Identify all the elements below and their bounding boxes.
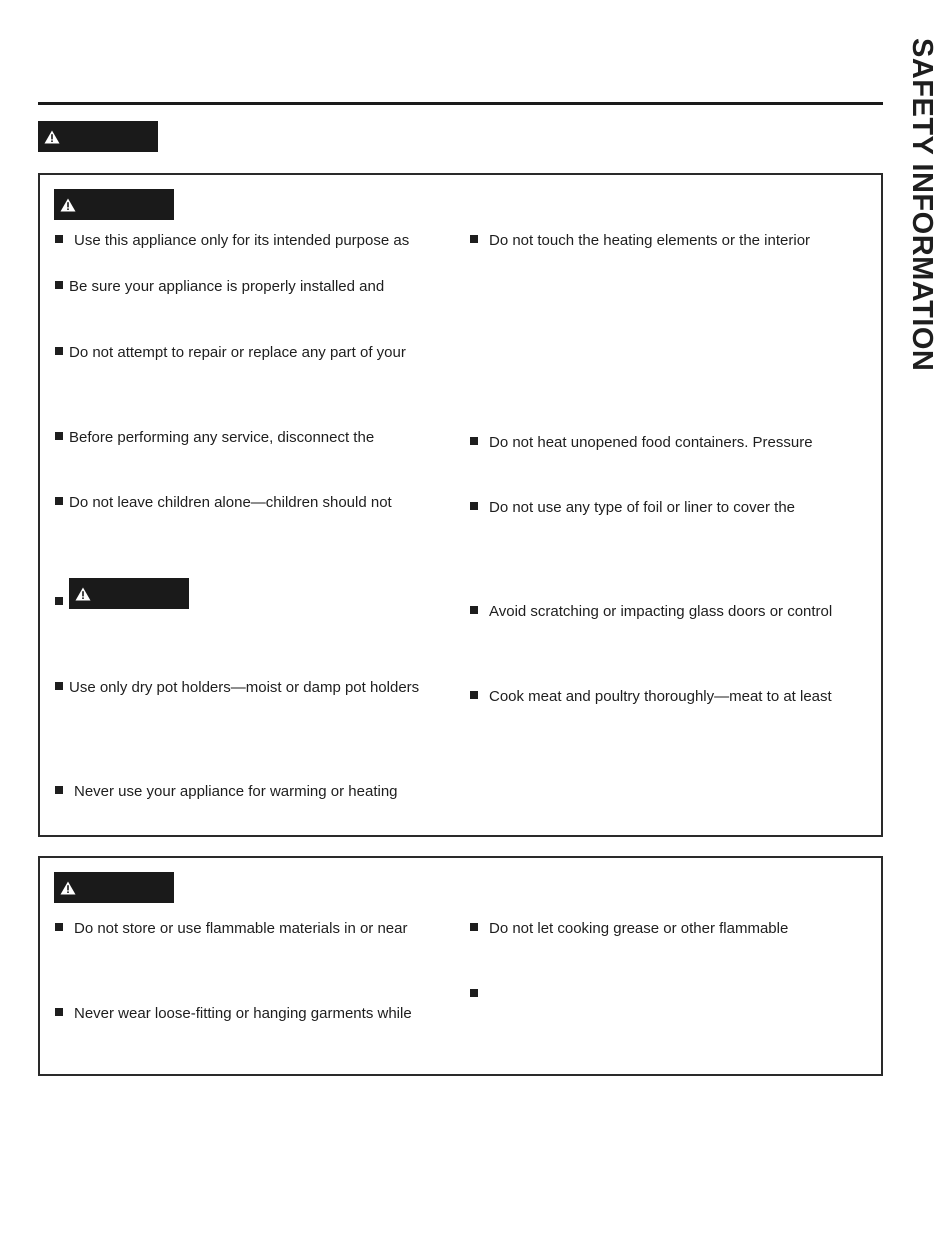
square-bullet-icon <box>55 786 63 794</box>
square-bullet-icon <box>470 502 478 510</box>
square-bullet-icon <box>55 682 63 690</box>
list-item: Before performing any service, disconnect the <box>55 429 374 447</box>
warning-badge-section1 <box>54 189 174 220</box>
square-bullet-icon <box>470 923 478 931</box>
warning-triangle-icon <box>60 881 76 895</box>
warning-badge-section2 <box>54 872 174 903</box>
square-bullet-icon <box>55 497 63 505</box>
warning-badge-top <box>38 121 158 152</box>
square-bullet-icon <box>55 432 63 440</box>
square-bullet-icon <box>55 923 63 931</box>
list-item: Do not let cooking grease or other flammable <box>470 920 788 938</box>
list-item: Never wear loose-fitting or hanging garments while <box>55 1005 412 1023</box>
square-bullet-icon <box>470 437 478 445</box>
list-item: Do not touch the heating elements or the interior <box>470 232 810 250</box>
square-bullet-icon <box>55 347 63 355</box>
list-item-warning <box>55 594 69 612</box>
list-item: Avoid scratching or impacting glass doors or control <box>470 603 832 621</box>
warning-triangle-icon <box>60 198 76 212</box>
square-bullet-icon <box>470 691 478 699</box>
list-item <box>470 986 484 1004</box>
top-rule <box>38 102 883 105</box>
list-item: Do not leave children alone—children should not <box>55 494 392 512</box>
side-title: SAFETY INFORMATION <box>906 38 938 372</box>
list-item: Cook meat and poultry thoroughly—meat to at least <box>470 688 832 706</box>
square-bullet-icon <box>55 281 63 289</box>
warning-triangle-icon <box>75 587 91 601</box>
square-bullet-icon <box>470 606 478 614</box>
list-item: Do not heat unopened food containers. Pressure <box>470 434 813 452</box>
list-item: Never use your appliance for warming or heating <box>55 783 398 801</box>
list-item: Use only dry pot holders—moist or damp pot holders <box>55 679 419 697</box>
list-item: Be sure your appliance is properly installed and <box>55 278 384 296</box>
warning-badge-inline <box>69 578 189 609</box>
square-bullet-icon <box>470 989 478 997</box>
square-bullet-icon <box>470 235 478 243</box>
list-item: Do not store or use flammable materials in or near <box>55 920 407 938</box>
list-item: Do not use any type of foil or liner to cover the <box>470 499 795 517</box>
square-bullet-icon <box>55 597 63 605</box>
warning-triangle-icon <box>44 130 60 144</box>
list-item: Use this appliance only for its intended purpose as <box>55 232 409 250</box>
square-bullet-icon <box>55 1008 63 1016</box>
list-item: Do not attempt to repair or replace any part of your <box>55 344 406 362</box>
square-bullet-icon <box>55 235 63 243</box>
